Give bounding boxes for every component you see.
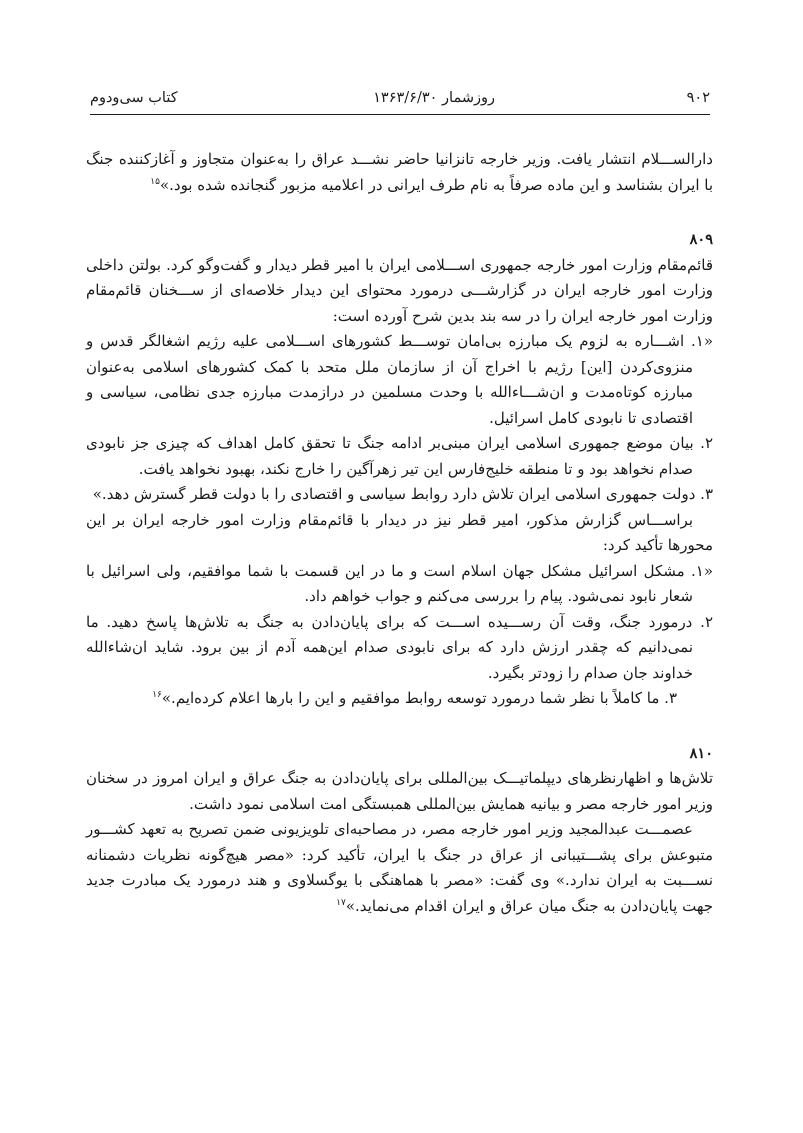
footnote-marker: ۱۵ bbox=[150, 176, 160, 187]
date-label: روزشمار ۱۳۶۳/۶/۳۰ bbox=[373, 90, 495, 106]
footnote-marker: ۱۶ bbox=[152, 690, 162, 700]
list-item bbox=[86, 686, 713, 712]
entry-810-paragraph-2-text: عصمـــت عبدالمجید وزیر امور خارجه مصر، در مصاحبه‌ای تلویزیونی ضمن تصریح به تعهد کشـــور متبوعش برای پشـــتیبانی از عراق در جنگ با ایران، تأکید کرد: «مصر هیچ‌گونه نظریات دشمنانه نســـبت به ایران ندارد.» وی گفت: «مصر با هماهنگی با یوگسلاوی و هند درمورد یک مبادرت جدید جهت پایان‌دادن به جنگ میان عراق و ایران اقدام می‌نماید.» bbox=[86, 820, 713, 915]
list-item: «۱. اشـــاره به لزوم یک مبارزه بی‌امان توســـط کشورهای اســـلامی علیه رژیم اشغالگر قدس و منزوی‌کردن [این] رژیم با اخراج آن از سازمان ملل متحد با کمک کشورهای اسلامی به‌عنوان مبارزه کوتاه‌مدت و ان‌شـــاءالله با وحدت مسلمین در درازمدت مبارزه جدی نظامی، سیاسی و اقتصادی تا نابودی کامل اسرائیل. bbox=[86, 332, 713, 427]
entry-number-809: ۸۰۹ bbox=[689, 231, 713, 248]
list-item: ۲. بیان موضع جمهوری اسلامی ایران مبنی‌بر ادامه جنگ تا تحقق کامل اهداف که چیزی جز نابودی صدام نخواهد بود و تا منطقه خلیج‌فارس این تیر زهرآگین را خارج نکند، بهبود نخواهد یافت. bbox=[86, 434, 713, 478]
list-item: ۳. دولت جمهوری اسلامی ایران تلاش دارد روابط سیاسی و اقتصادی را با دولت قطر گسترش دهد.» bbox=[92, 485, 713, 503]
header-rule bbox=[90, 114, 710, 115]
book-title: کتاب سی‌ودوم bbox=[90, 90, 178, 106]
intro-paragraph bbox=[86, 147, 713, 198]
entry-810-paragraph-1: تلاش‌ها و اظهارنظرهای دیپلماتیـــک بین‌المللی برای پایان‌دادن به جنگ عراق و ایران امروز در سخنان وزیر امور خارجه مصر و بیانیه همایش بین‌المللی همبستگی امت اسلامی نمود داشت. bbox=[86, 769, 713, 813]
last-item-text: ۳. ما کاملاً با نظر شما درمورد توسعه روابط موافقیم و این را بارها اعلام کرده‌ایم.» bbox=[161, 689, 677, 707]
list-item: «۱. مشکل اسرائیل مشکل جهان اسلام است و ما در این قسمت با شما موافقیم، ولی اسرائیل با شعار نابود نمی‌شود. پیام را بررسی می‌کنم و جواب خواهم داد. bbox=[86, 561, 713, 605]
intro-text: دارالســـلام انتشار یافت. وزیر خارجه تانزانیا حاضر نشـــد عراق را به‌عنوان متجاوز و آغازکننده جنگ با ایران بشناسد و این ماده صرفاً به نام طرف ایرانی در اعلامیه مزبور گنجانده شده بود.» bbox=[86, 150, 713, 194]
entry-number-810: ۸۱۰ bbox=[689, 744, 713, 762]
entry-809-mid-paragraph: براســـاس گزارش مذکور، امیر قطر نیز در دیدار با قائم‌مقام وزارت امور خارجه ایران بر این محورها تأکید کرد: bbox=[86, 510, 713, 554]
footnote-marker: ۱۷ bbox=[336, 897, 346, 908]
running-header bbox=[90, 86, 710, 112]
entry-809-paragraph: قائم‌مقام وزارت امور خارجه جمهوری اســـلامی ایران با امیر قطر دیدار و گفت‌وگو کرد. بولتن داخلی وزارت امور خارجه ایران در گزارشـــی درمورد محتوای این دیدار خلاصه‌ای از ســـخنان قائم‌مقام وزارت امور خارجه ایران را در سه بند بدین شرح آورده است: bbox=[86, 255, 713, 325]
page-body bbox=[86, 147, 713, 919]
entry-810-paragraph-2 bbox=[86, 817, 713, 919]
list-item: ۲. درمورد جنگ، وقت آن رســـیده اســـت که برای پایان‌دادن به جنگ به تلاش‌ها پاسخ دهید. ما نمی‌دانیم که چقدر ارزش دارد که برای نابودی صدام این‌همه آدم از بین برود. شاید ان‌شاءالله خداوند جان صدام را زودتر بگیرد. bbox=[86, 612, 713, 682]
page-number: ۹۰۲ bbox=[686, 90, 710, 106]
